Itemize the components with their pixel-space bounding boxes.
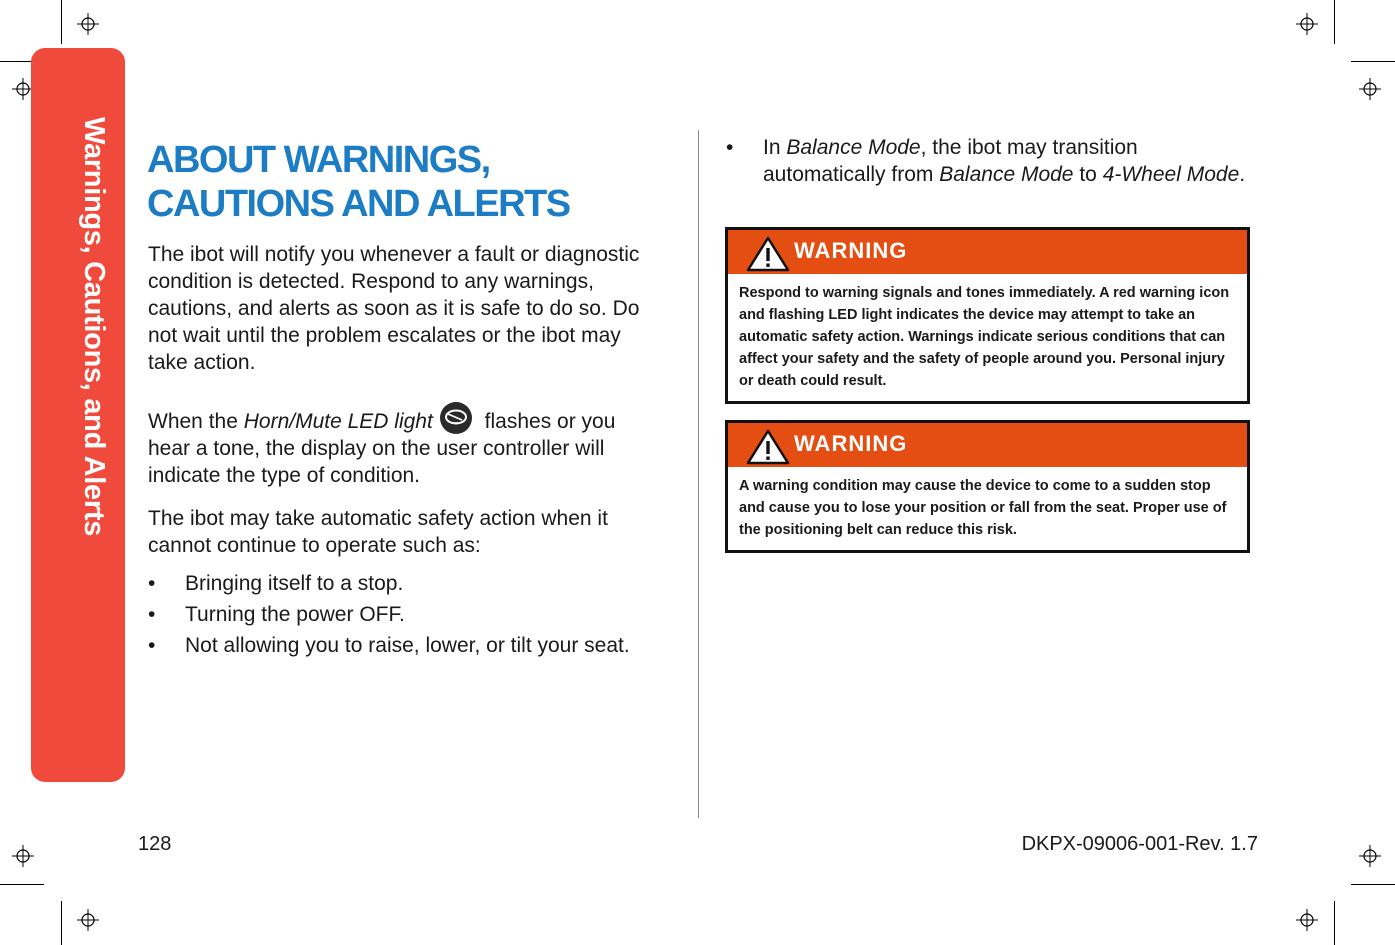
warning-box: [725, 420, 1250, 553]
safety-paragraph: The ibot may take automatic safety action when it cannot continue to operate such as:: [148, 507, 608, 557]
warning-heading: WARNING: [794, 431, 908, 456]
four-wheel-mode-emphasis: 4-Wheel Mode: [1102, 163, 1240, 186]
warning-body: Respond to warning signals and tones immediately. A red warning icon and flashing LED light indicates the device may attempt to take an automatic safety action. Warnings indicate serious conditions that can affect your safety and the safety of people around you. Personal injury or death could result.: [739, 285, 1230, 389]
page-title-line-2: CAUTIONS AND ALERTS: [147, 183, 570, 225]
balance-mode-emphasis: Balance Mode: [786, 136, 921, 159]
bullet-icon: •: [148, 572, 156, 595]
list-item-text: Bringing itself to a stop.: [185, 572, 404, 595]
warning-triangle-icon: [746, 236, 790, 272]
crop-mark: [61, 0, 62, 44]
crop-mark: [0, 884, 44, 885]
warning-box: [725, 227, 1250, 404]
balance-text-4: .: [1239, 163, 1246, 186]
crop-mark: [1334, 0, 1335, 44]
list-item-text: Turning the power OFF.: [185, 603, 405, 626]
crop-mark: [1351, 61, 1395, 62]
intro-paragraph: The ibot will notify you whenever a fault or diagnostic condition is detected. Respond to any warnings, cautions, and alerts as soon as it is safe to do so. Do not wait until the problem escalates or the ibot may take action.: [148, 243, 640, 374]
registration-mark-icon: [12, 845, 34, 867]
horn-icon: [439, 401, 473, 435]
horn-paragraph: [148, 408, 663, 489]
warning-body: A warning condition may cause the device to come to a sudden stop and cause you to lose your position or fall from the seat. Proper use of the positioning belt can reduce this risk.: [739, 478, 1227, 538]
balance-text-2: , the ibot may transition automatically from: [763, 136, 1138, 186]
list-item: [148, 570, 668, 597]
horn-text-after: flashes or you hear a tone, the display on the user controller will indicate the type of condition.: [148, 410, 616, 488]
balance-mode-emphasis: Balance Mode: [939, 163, 1074, 186]
list-item: [726, 134, 1254, 188]
warning-triangle-icon: [746, 429, 790, 465]
column-divider: [698, 130, 699, 818]
registration-mark-icon: [1359, 845, 1381, 867]
warning-header: [728, 230, 1247, 274]
registration-mark-icon: [1359, 78, 1381, 100]
crop-mark: [1334, 901, 1335, 945]
registration-mark-icon: [1296, 13, 1318, 35]
bullet-icon: •: [148, 603, 156, 626]
bullet-icon: •: [726, 136, 734, 159]
crop-mark: [61, 901, 62, 945]
list-item-text: Not allowing you to raise, lower, or tilt your seat.: [185, 634, 630, 657]
section-tab-label: Warnings, Cautions, and Alerts: [78, 117, 110, 537]
bullet-icon: •: [148, 634, 156, 657]
page-title-line-1: ABOUT WARNINGS,: [147, 139, 490, 181]
balance-text-3: to: [1073, 163, 1103, 186]
safety-action-list: [148, 570, 668, 659]
balance-mode-list: [726, 134, 1254, 188]
registration-mark-icon: [1296, 909, 1318, 931]
balance-text-1: In: [763, 136, 787, 159]
horn-led-emphasis: Horn/Mute LED light: [243, 410, 433, 433]
horn-text-before: When the: [148, 410, 244, 433]
warning-heading: WARNING: [794, 238, 908, 263]
document-id: DKPX-09006-001-Rev. 1.7: [1021, 833, 1258, 855]
page-number: 128: [138, 833, 172, 855]
list-item: [148, 601, 668, 628]
crop-mark: [1351, 884, 1395, 885]
list-item: [148, 632, 655, 659]
registration-mark-icon: [77, 13, 99, 35]
warning-header: [728, 423, 1247, 467]
page-title: [147, 138, 570, 226]
registration-mark-icon: [77, 909, 99, 931]
